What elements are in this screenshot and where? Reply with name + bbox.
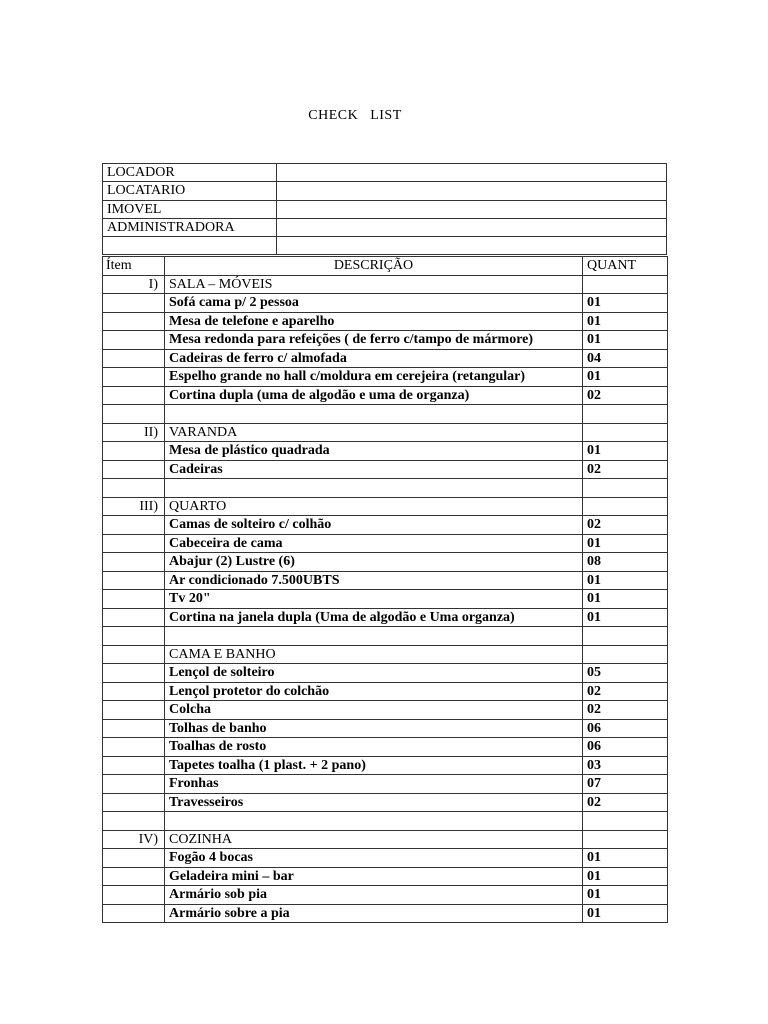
item-quantity	[583, 423, 668, 442]
item-quantity: 01	[583, 590, 668, 609]
item-description	[165, 405, 583, 424]
item-quantity: 08	[583, 553, 668, 572]
item-description: Cadeiras de ferro c/ almofada	[165, 349, 583, 368]
table-row	[103, 701, 668, 720]
item-quantity: 01	[583, 849, 668, 868]
table-row	[103, 516, 668, 535]
item-quantity: 01	[583, 368, 668, 387]
column-header-quantity: QUANT	[583, 257, 668, 276]
table-row	[103, 867, 668, 886]
item-quantity	[583, 405, 668, 424]
item-number	[103, 849, 165, 868]
header-table	[102, 163, 667, 255]
header-label: IMOVEL	[103, 200, 277, 218]
item-quantity	[583, 627, 668, 646]
item-number	[103, 331, 165, 350]
table-row	[103, 405, 668, 424]
item-number	[103, 386, 165, 405]
table-header-row	[103, 257, 668, 276]
item-number	[103, 664, 165, 683]
item-number	[103, 812, 165, 831]
item-description: Lençol protetor do colchão	[165, 682, 583, 701]
item-quantity	[583, 479, 668, 498]
item-description: Camas de solteiro c/ colhão	[165, 516, 583, 535]
item-description: Lençol de solteiro	[165, 664, 583, 683]
item-description: Ar condicionado 7.500UBTS	[165, 571, 583, 590]
item-number	[103, 571, 165, 590]
item-description: Sofá cama p/ 2 pessoa	[165, 294, 583, 313]
item-description	[165, 479, 583, 498]
column-header-item: Ítem	[103, 257, 165, 276]
item-quantity: 01	[583, 331, 668, 350]
item-number	[103, 349, 165, 368]
item-quantity: 01	[583, 867, 668, 886]
item-number	[103, 756, 165, 775]
item-description: Mesa redonda para refeições ( de ferro c/tampo de mármore)	[165, 331, 583, 350]
header-row	[103, 182, 667, 200]
table-row	[103, 682, 668, 701]
item-quantity: 04	[583, 349, 668, 368]
section-title: COZINHA	[165, 830, 583, 849]
checklist-table	[102, 256, 668, 923]
item-description: Fogão 4 bocas	[165, 849, 583, 868]
item-quantity: 07	[583, 775, 668, 794]
item-quantity: 01	[583, 608, 668, 627]
document-title: CHECK LIST	[308, 108, 402, 123]
item-number	[103, 479, 165, 498]
header-label	[103, 237, 277, 255]
table-row	[103, 775, 668, 794]
item-description	[165, 627, 583, 646]
item-quantity	[583, 497, 668, 516]
item-quantity: 02	[583, 682, 668, 701]
section-row	[103, 497, 668, 516]
column-header-description: DESCRIÇÃO	[165, 257, 583, 276]
item-description: Mesa de plástico quadrada	[165, 442, 583, 461]
section-row	[103, 423, 668, 442]
table-row	[103, 331, 668, 350]
item-quantity: 02	[583, 793, 668, 812]
item-number	[103, 516, 165, 535]
item-number	[103, 312, 165, 331]
item-number	[103, 553, 165, 572]
table-row	[103, 756, 668, 775]
header-label: LOCADOR	[103, 164, 277, 182]
table-row	[103, 368, 668, 387]
item-description: Travesseiros	[165, 793, 583, 812]
item-description: Tolhas de banho	[165, 719, 583, 738]
item-number	[103, 534, 165, 553]
table-row	[103, 812, 668, 831]
header-value	[277, 182, 667, 200]
table-row	[103, 349, 668, 368]
table-row	[103, 849, 668, 868]
item-quantity: 01	[583, 571, 668, 590]
item-quantity: 02	[583, 516, 668, 535]
item-number: III)	[103, 497, 165, 516]
item-description: Armário sobre a pia	[165, 904, 583, 923]
item-description: Tv 20"	[165, 590, 583, 609]
table-row	[103, 738, 668, 757]
table-row	[103, 664, 668, 683]
item-number	[103, 590, 165, 609]
table-row	[103, 479, 668, 498]
item-description: Toalhas de rosto	[165, 738, 583, 757]
item-quantity	[583, 812, 668, 831]
section-title: SALA – MÓVEIS	[165, 275, 583, 294]
item-quantity: 01	[583, 904, 668, 923]
item-quantity	[583, 645, 668, 664]
item-description: Cortina dupla (uma de algodão e uma de organza)	[165, 386, 583, 405]
item-quantity: 01	[583, 534, 668, 553]
item-number	[103, 608, 165, 627]
item-quantity: 06	[583, 738, 668, 757]
item-number	[103, 701, 165, 720]
table-row	[103, 719, 668, 738]
item-number	[103, 460, 165, 479]
table-row	[103, 608, 668, 627]
header-value	[277, 237, 667, 255]
item-description: Abajur (2) Lustre (6)	[165, 553, 583, 572]
item-quantity: 05	[583, 664, 668, 683]
table-row	[103, 793, 668, 812]
item-quantity: 01	[583, 442, 668, 461]
item-number	[103, 719, 165, 738]
item-number	[103, 775, 165, 794]
item-quantity	[583, 830, 668, 849]
table-row	[103, 904, 668, 923]
header-row	[103, 218, 667, 236]
header-label: LOCATARIO	[103, 182, 277, 200]
item-quantity: 02	[583, 386, 668, 405]
section-row	[103, 275, 668, 294]
item-number: I)	[103, 275, 165, 294]
item-description	[165, 812, 583, 831]
item-number	[103, 793, 165, 812]
item-number	[103, 368, 165, 387]
item-description: Colcha	[165, 701, 583, 720]
table-row	[103, 590, 668, 609]
table-row	[103, 886, 668, 905]
item-number: IV)	[103, 830, 165, 849]
table-row	[103, 553, 668, 572]
item-number	[103, 867, 165, 886]
item-quantity	[583, 275, 668, 294]
item-description: Fronhas	[165, 775, 583, 794]
item-description: Espelho grande no hall c/moldura em cerejeira (retangular)	[165, 368, 583, 387]
header-label: ADMINISTRADORA	[103, 218, 277, 236]
item-quantity: 02	[583, 701, 668, 720]
section-title: VARANDA	[165, 423, 583, 442]
header-row	[103, 200, 667, 218]
item-number	[103, 886, 165, 905]
header-value	[277, 218, 667, 236]
item-number	[103, 442, 165, 461]
item-number	[103, 904, 165, 923]
header-row	[103, 237, 667, 255]
item-number	[103, 738, 165, 757]
section-row	[103, 645, 668, 664]
item-quantity: 01	[583, 312, 668, 331]
item-quantity: 02	[583, 460, 668, 479]
table-row	[103, 312, 668, 331]
table-row	[103, 294, 668, 313]
table-row	[103, 571, 668, 590]
section-title: CAMA E BANHO	[165, 645, 583, 664]
header-row	[103, 164, 667, 182]
item-description: Cadeiras	[165, 460, 583, 479]
header-value	[277, 164, 667, 182]
item-quantity: 03	[583, 756, 668, 775]
item-description: Geladeira mini – bar	[165, 867, 583, 886]
item-number	[103, 682, 165, 701]
table-row	[103, 534, 668, 553]
section-row	[103, 830, 668, 849]
item-quantity: 06	[583, 719, 668, 738]
item-description: Armário sob pia	[165, 886, 583, 905]
item-number	[103, 405, 165, 424]
item-number	[103, 627, 165, 646]
table-row	[103, 442, 668, 461]
table-row	[103, 386, 668, 405]
table-row	[103, 460, 668, 479]
item-quantity: 01	[583, 294, 668, 313]
item-description: Cabeceira de cama	[165, 534, 583, 553]
header-value	[277, 200, 667, 218]
item-quantity: 01	[583, 886, 668, 905]
section-title: QUARTO	[165, 497, 583, 516]
item-description: Cortina na janela dupla (Uma de algodão e Uma organza)	[165, 608, 583, 627]
item-number	[103, 294, 165, 313]
table-row	[103, 627, 668, 646]
item-description: Tapetes toalha (1 plast. + 2 pano)	[165, 756, 583, 775]
item-number	[103, 645, 165, 664]
item-number: II)	[103, 423, 165, 442]
item-description: Mesa de telefone e aparelho	[165, 312, 583, 331]
